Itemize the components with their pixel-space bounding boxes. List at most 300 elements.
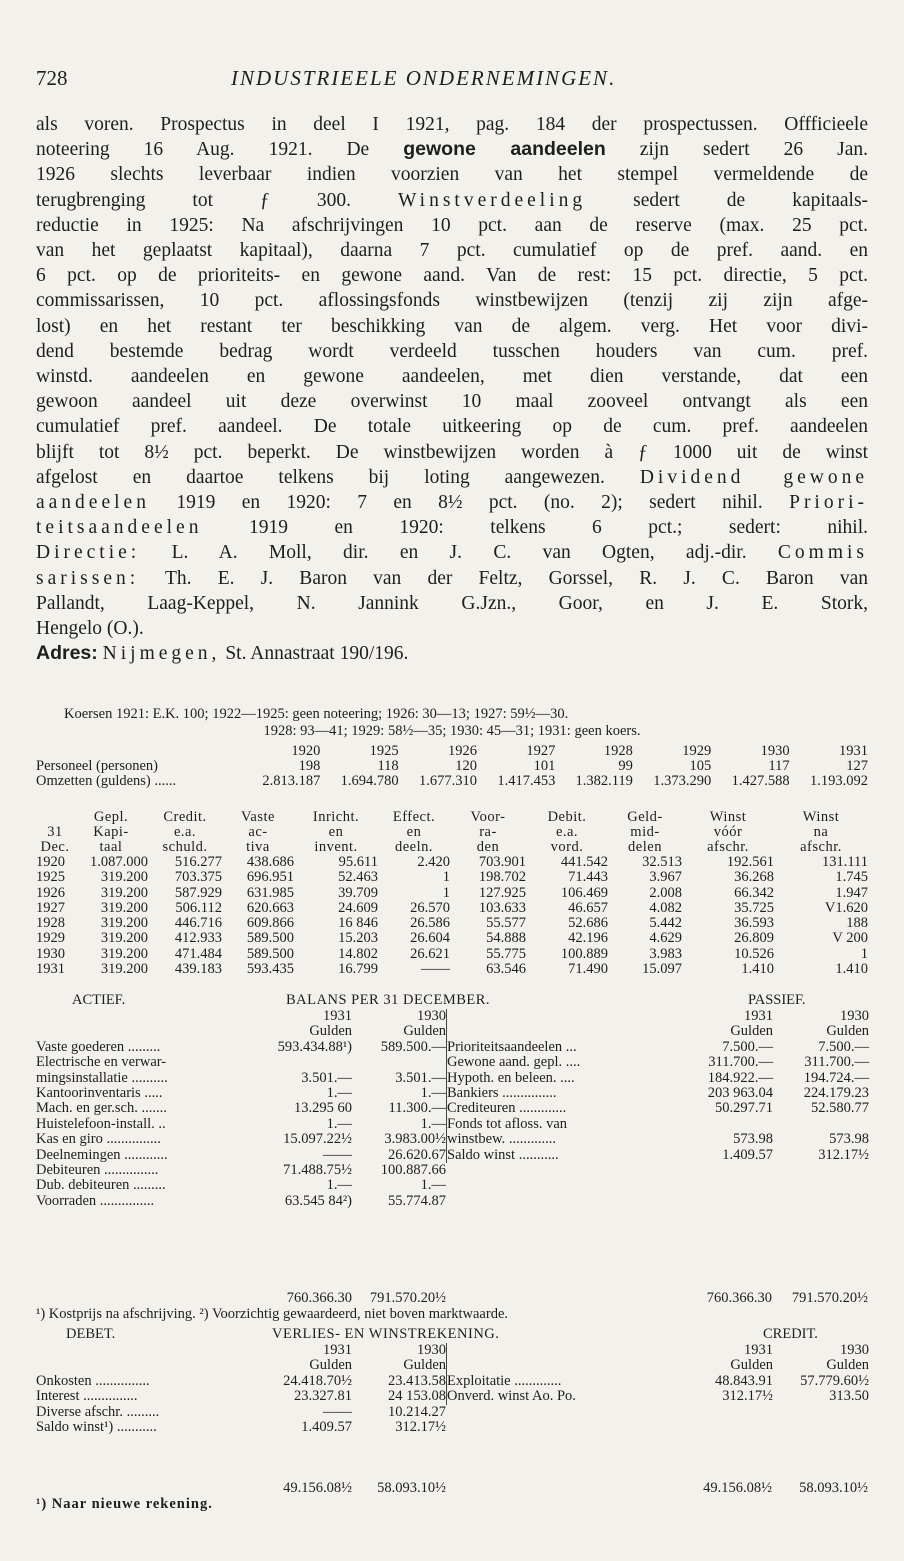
value-cell: 3.983 xyxy=(649,945,682,962)
column-header: na xyxy=(813,824,829,840)
value-cell: 26.570 xyxy=(410,899,450,916)
ledger-value: 23.327.81 xyxy=(294,1388,352,1405)
ledger-label: Saldo winst ........... xyxy=(447,1146,559,1163)
table-row xyxy=(36,855,868,870)
facts-year: 1929 xyxy=(682,743,712,759)
ledger-value: 312.17½ xyxy=(395,1419,446,1436)
value-cell: 1 xyxy=(442,869,450,886)
header-row xyxy=(36,825,868,840)
header-row xyxy=(36,840,868,855)
ledger-value: 63.545 84²) xyxy=(284,1192,352,1209)
column-header xyxy=(36,810,74,825)
value-cell: 39.709 xyxy=(338,884,378,901)
text-line: noteering 16 Aug. 1921. De gewone aandeelen zijn sedert 26 Jan. xyxy=(36,138,869,161)
value-cell: 1.745 xyxy=(835,869,868,886)
cell: 1.373.290 xyxy=(653,773,712,789)
cell: 1.193.092 xyxy=(810,773,868,789)
section-label-directie: Directie: xyxy=(36,542,141,564)
value-cell: 319.200 xyxy=(100,945,148,962)
ledger-value: 589.500.— xyxy=(380,1038,446,1055)
value-cell: 319.200 xyxy=(100,961,148,978)
value-cell: 35.725 xyxy=(734,899,774,916)
text-line: commissarissen, 10 pct. aflossingsfonds winstbewijzen (tenzij zij zijn afge- xyxy=(36,290,868,312)
year-label: 1930 xyxy=(840,1008,869,1024)
text-line: Directie: L. A. Moll, dir. en J. C. van Ogten, adj.-dir. Commis xyxy=(36,542,869,564)
column-header: taal xyxy=(99,839,123,855)
value-cell: 26.809 xyxy=(734,930,774,947)
year-label: 1931 xyxy=(744,1342,773,1358)
ledger-value: 7.500.— xyxy=(818,1038,869,1055)
value-cell: 471.484 xyxy=(174,945,222,962)
value-cell: 589.500 xyxy=(246,930,294,947)
column-header: vord. xyxy=(550,839,584,855)
facts-year-row xyxy=(36,744,868,759)
ledger-row xyxy=(447,1055,869,1070)
table-row xyxy=(36,901,868,916)
facts-year: 1920 xyxy=(291,743,321,759)
column-header: Kapi- xyxy=(93,824,129,840)
credit-rows xyxy=(447,1374,869,1405)
ledger-label: Onverd. winst Ao. Po. xyxy=(447,1388,576,1405)
ledger-value: 313.50 xyxy=(829,1388,869,1405)
value-cell: 319.200 xyxy=(100,869,148,886)
column-header: en xyxy=(328,824,344,840)
ledger-value: —— xyxy=(323,1403,352,1420)
ledger-value: 224.179.23 xyxy=(803,1085,869,1102)
ledger-value: 48.843.91 xyxy=(715,1372,773,1389)
ledger-label: winstbew. ............. xyxy=(447,1131,557,1148)
column-header: ac- xyxy=(248,824,268,840)
facts-omzetten-row xyxy=(36,774,868,789)
column-header: Geld- xyxy=(627,809,663,825)
ledger-value: 1.— xyxy=(326,1085,352,1102)
year-cell: 1927 xyxy=(36,899,65,916)
table-row xyxy=(36,916,868,931)
row-label: Omzetten (guldens) ...... xyxy=(36,773,177,789)
debet-title: DEBET. xyxy=(66,1326,116,1342)
value-cell: 54.888 xyxy=(486,930,526,947)
year-cell: 1925 xyxy=(36,869,65,886)
year-cell: 1929 xyxy=(36,930,65,947)
ledger-row xyxy=(447,1117,869,1132)
value-cell: 14.802 xyxy=(338,945,378,962)
text-line: cumulatief pref. aandeel. De totale uitkeering op de cum. pref. aandeelen xyxy=(36,416,868,438)
ledger-value: 71.488.75½ xyxy=(283,1162,352,1179)
value-cell: 703.375 xyxy=(174,869,222,886)
actief-title: ACTIEF. xyxy=(72,992,126,1008)
column-header: afschr. xyxy=(800,839,842,855)
value-cell: 319.200 xyxy=(100,899,148,916)
facts-year: 1926 xyxy=(447,743,477,759)
text-line: Hengelo (O.). xyxy=(36,618,144,640)
credit-title: CREDIT. xyxy=(763,1326,818,1342)
column-header: Credit. xyxy=(163,809,207,825)
ledger-row xyxy=(36,1101,446,1116)
column-header: schuld. xyxy=(162,839,208,855)
value-cell: 3.967 xyxy=(649,869,682,886)
koersen-line-2: 1928: 93—41; 1929: 58½—35; 1930: 45—31; 1931: geen koers. xyxy=(263,722,641,739)
ledger-label: Deelnemingen ............ xyxy=(36,1146,168,1163)
value-cell: 103.633 xyxy=(478,899,526,916)
ledger-label: Gewone aand. gepl. .... xyxy=(447,1054,581,1071)
value-cell: V 200 xyxy=(832,930,868,947)
passief-title: PASSIEF. xyxy=(748,992,806,1008)
column-header: Winst xyxy=(709,809,747,825)
ledger-label: Electrische en verwar- xyxy=(36,1054,167,1071)
total-cell: 791.570.20½ xyxy=(791,1290,868,1306)
ledger-value xyxy=(352,1055,446,1070)
column-header: Winst xyxy=(802,809,840,825)
credit-column xyxy=(446,1343,869,1405)
ledger-label: Bankiers ............... xyxy=(447,1085,557,1102)
text-line: aandeelen 1919 en 1920: 7 en 8½ pct. (no. 2); sedert nihil. Priori- xyxy=(36,492,869,514)
text-line: gewoon aandeel uit deze overwinst 10 maal zooveel ontvangt als een xyxy=(36,391,868,413)
ledger-value: 24.418.70½ xyxy=(283,1372,352,1389)
ledger-label: Voorraden ............... xyxy=(36,1192,155,1209)
column-header: e.a. xyxy=(173,824,197,840)
ledger-row xyxy=(447,1148,869,1163)
value-cell: 66.342 xyxy=(734,884,774,901)
wv-title-row xyxy=(36,1326,868,1343)
value-cell: 1.947 xyxy=(835,884,868,901)
value-cell: 198.702 xyxy=(478,869,526,886)
value-cell: 2.008 xyxy=(649,884,682,901)
value-cell: 438.686 xyxy=(246,854,294,870)
ledger-value xyxy=(773,1117,869,1132)
column-header: Voor- xyxy=(470,809,506,825)
wv-footnote: ¹) Naar nieuwe rekening. xyxy=(36,1496,213,1512)
financial-history-table xyxy=(36,810,868,977)
column-header: Vaste xyxy=(241,809,275,825)
value-cell: V1.620 xyxy=(824,899,868,916)
table-row xyxy=(36,931,868,946)
column-header: Gepl. xyxy=(93,809,129,825)
address-street: St. Annastraat 190/196. xyxy=(225,643,409,665)
text-line: winstd. aandeelen en gewone aandeelen, met dien verstande, dat een xyxy=(36,366,868,388)
ledger-value: 311.700.— xyxy=(708,1054,773,1071)
value-cell: 26.586 xyxy=(410,915,450,932)
value-cell: 506.112 xyxy=(175,899,222,916)
column-header: Dec. xyxy=(40,839,70,855)
value-cell: 16 846 xyxy=(338,915,378,932)
ledger-label: Kantoorinventaris ..... xyxy=(36,1085,163,1102)
value-cell: 412.933 xyxy=(174,930,222,947)
ledger-value: 311.700.— xyxy=(804,1054,869,1071)
value-cell: 127.925 xyxy=(478,884,526,901)
total-cell: 58.093.10½ xyxy=(799,1480,868,1496)
passief-rows xyxy=(447,1040,869,1163)
ledger-value: 1.— xyxy=(420,1085,446,1102)
cell: 120 xyxy=(455,758,477,774)
value-cell: 71.443 xyxy=(568,869,608,886)
column-header: invent. xyxy=(314,839,358,855)
column-header: vóór xyxy=(713,824,743,840)
ledger-label: Diverse afschr. ......... xyxy=(36,1403,160,1420)
text-line: sarissen: Th. E. J. Baron van der Feltz, Gorssel, R. J. C. Baron van xyxy=(36,567,868,589)
value-cell: 55.577 xyxy=(486,915,526,932)
unit-label: Gulden xyxy=(826,1357,869,1374)
value-cell: 55.775 xyxy=(486,945,526,962)
text-line: 6 pct. op de prioriteits- en gewone aand. Van de rest: 15 pct. directie, 5 pct. xyxy=(36,265,868,287)
ledger-row xyxy=(36,1148,446,1163)
column-header: en xyxy=(406,824,422,840)
unit-label: Gulden xyxy=(403,1023,446,1040)
value-cell: 52.686 xyxy=(568,915,608,932)
ledger-value: 1.409.57 xyxy=(722,1146,773,1163)
section-label-gewone-aandeelen: gewone aandeelen xyxy=(403,138,606,161)
value-cell: 593.435 xyxy=(246,961,294,978)
ledger-value: 11.300.— xyxy=(388,1100,446,1117)
ledger-value: 203 963.04 xyxy=(707,1085,773,1102)
section-label-teitsaandeelen: teitsaandeelen xyxy=(36,517,203,539)
cell: 1.427.588 xyxy=(731,773,790,789)
section-label-commis: Commis xyxy=(777,542,869,564)
value-cell: 16.799 xyxy=(338,961,378,978)
page-number: 728 xyxy=(36,66,68,90)
unit-label: Gulden xyxy=(403,1357,446,1374)
ledger-row xyxy=(447,1101,869,1116)
ledger-label: Mach. en ger.sch. ....... xyxy=(36,1100,167,1117)
section-label-adres: Adres: xyxy=(36,642,98,665)
value-cell: 100.889 xyxy=(560,945,608,962)
ledger-label: mingsinstallatie .......... xyxy=(36,1069,168,1086)
ledger-value: 3.501.— xyxy=(301,1069,352,1086)
ledger-value: 10.214.27 xyxy=(388,1403,446,1420)
column-header: afschr. xyxy=(707,839,749,855)
ledger-value: 52.580.77 xyxy=(811,1100,869,1117)
year-label: 1931 xyxy=(323,1342,352,1358)
total-cell: 49.156.08½ xyxy=(283,1480,352,1496)
year-label: 1931 xyxy=(323,1008,352,1024)
section-label-winstverdeeling: Winstverdeeling xyxy=(398,189,587,211)
value-cell: 15.203 xyxy=(338,930,378,947)
ledger-value: 1.— xyxy=(326,1177,352,1194)
unit-label: Gulden xyxy=(309,1357,352,1374)
ledger-row xyxy=(36,1086,446,1101)
value-cell: 319.200 xyxy=(100,884,148,901)
balance-title-row xyxy=(36,992,868,1009)
ledger-value: 573.98 xyxy=(829,1131,869,1148)
text-line: als voren. Prospectus in deel I 1921, pag. 184 der prospectussen. Offficieele xyxy=(36,114,868,135)
value-cell: 1.410 xyxy=(835,961,868,978)
ledger-row xyxy=(36,1405,446,1420)
year-cell: 1930 xyxy=(36,945,65,962)
cell: 105 xyxy=(689,758,712,774)
ledger-label: Dub. debiteuren ......... xyxy=(36,1177,166,1194)
year-label: 1930 xyxy=(417,1342,446,1358)
cell: 101 xyxy=(533,758,556,774)
ledger-value xyxy=(681,1117,773,1132)
cell: 1.694.780 xyxy=(340,773,399,789)
value-cell: 63.546 xyxy=(486,961,526,978)
ledger-row xyxy=(36,1420,446,1435)
passief-column xyxy=(446,1009,869,1163)
ledger-value: 100.887.66 xyxy=(380,1162,446,1179)
ledger-value: 312.17½ xyxy=(818,1146,869,1163)
value-cell: 2.420 xyxy=(417,854,450,870)
ledger-label: Crediteuren ............. xyxy=(447,1100,567,1117)
debet-column xyxy=(36,1343,446,1435)
ledger-value: 1.— xyxy=(420,1177,446,1194)
value-cell: 71.490 xyxy=(568,961,608,978)
table-body xyxy=(36,855,868,977)
balance-title: BALANS PER 31 DECEMBER. xyxy=(286,992,491,1008)
year-cell: 1920 xyxy=(36,854,65,870)
cell: 2.813.187 xyxy=(262,773,321,789)
ledger-row xyxy=(447,1374,869,1389)
address-line xyxy=(36,641,868,666)
unit-label: Gulden xyxy=(730,1023,773,1040)
facts-year: 1925 xyxy=(369,743,399,759)
ledger-value: 593.434.88¹) xyxy=(277,1038,352,1055)
value-cell: 516.277 xyxy=(174,854,222,870)
value-cell: 319.200 xyxy=(100,930,148,947)
ledger-value: —— xyxy=(323,1146,352,1163)
section-label-prioriteits: Priori- xyxy=(789,492,869,514)
facts-table xyxy=(36,744,868,789)
column-header: 31 xyxy=(47,824,63,840)
value-cell: 319.200 xyxy=(100,915,148,932)
ledger-value: 3.983.00½ xyxy=(384,1131,446,1148)
ledger-label: Saldo winst¹) ........... xyxy=(36,1419,157,1436)
ledger-row xyxy=(447,1071,869,1086)
text-line: dend bestemde bedrag wordt verdeeld tusschen houders van cum. pref. xyxy=(36,340,868,362)
ledger-value xyxy=(260,1055,352,1070)
cell: 99 xyxy=(618,758,633,774)
ledger-value: 184.922.— xyxy=(707,1069,773,1086)
section-label-sarissen: sarissen: xyxy=(36,567,140,589)
text-line: lost) en het restant ter beschikking van de algem. verg. Het voor divi- xyxy=(36,315,868,337)
running-title: INDUSTRIEELE ONDERNEMINGEN. xyxy=(231,66,617,90)
value-cell: 620.663 xyxy=(246,899,294,916)
value-cell: 42.196 xyxy=(568,930,608,947)
ledger-value: 573.98 xyxy=(733,1131,773,1148)
year-cell: 1926 xyxy=(36,884,65,901)
ledger-label: Fonds tot afloss. van xyxy=(447,1115,568,1132)
value-cell: 188 xyxy=(846,915,868,932)
text-line: 1926 slechts leverbaar indien voorzien van het stempel vermeldende de xyxy=(36,164,868,186)
ledger-row xyxy=(36,1132,446,1147)
table-row xyxy=(36,947,868,962)
ledger-row xyxy=(36,1040,446,1055)
ledger-row xyxy=(36,1055,446,1070)
ledger-row xyxy=(36,1178,446,1193)
text-line: reductie in 1925: Na afschrijvingen 10 pct. aan de reserve (max. 25 pct. xyxy=(36,214,868,236)
total-cell: 760.366.30 xyxy=(706,1290,772,1306)
section-label-aandeelen: aandeelen xyxy=(36,492,150,514)
value-cell: 26.604 xyxy=(410,930,450,947)
facts-year: 1928 xyxy=(603,743,633,759)
table-row xyxy=(36,870,868,885)
ledger-row xyxy=(36,1071,446,1086)
value-cell: 441.542 xyxy=(560,854,608,870)
debet-rows xyxy=(36,1374,446,1436)
cell: 127 xyxy=(846,758,868,774)
value-cell: 131.111 xyxy=(821,854,868,870)
ledger-value: 57.779.60½ xyxy=(800,1372,869,1389)
ledger-label: Huistelefoon-install. .. xyxy=(36,1115,166,1132)
column-header: e.a. xyxy=(555,824,579,840)
value-cell: 587.929 xyxy=(174,884,222,901)
page-header xyxy=(36,66,868,92)
value-cell: 10.526 xyxy=(734,945,774,962)
ledger-row xyxy=(36,1194,446,1209)
cell: 118 xyxy=(377,758,399,774)
column-header: mid- xyxy=(630,824,660,840)
ledger-row xyxy=(36,1117,446,1132)
facts-year: 1927 xyxy=(526,743,556,759)
cell: 1.677.310 xyxy=(418,773,477,789)
value-cell: 589.500 xyxy=(246,945,294,962)
value-cell: 95.611 xyxy=(338,854,378,870)
ledger-value: 1.— xyxy=(420,1115,446,1132)
profit-loss-account xyxy=(36,1326,868,1446)
value-cell: 1 xyxy=(442,884,450,901)
ledger-value: 1.— xyxy=(326,1115,352,1132)
value-cell: 5.442 xyxy=(649,915,682,932)
ledger-value: 194.724.— xyxy=(803,1069,869,1086)
total-cell: 49.156.08½ xyxy=(703,1480,772,1496)
ledger-value: 24 153.08 xyxy=(388,1388,446,1405)
value-cell: 1.087.000 xyxy=(90,854,148,870)
ledger-row xyxy=(36,1374,446,1389)
cell: 198 xyxy=(298,758,321,774)
ledger-value: 1.409.57 xyxy=(301,1419,352,1436)
ledger-label: Interest ............... xyxy=(36,1388,138,1405)
table-row xyxy=(36,962,868,977)
company-description xyxy=(36,112,868,666)
table-header xyxy=(36,810,868,855)
ledger-label: Prioriteitsaandeelen ... xyxy=(447,1038,577,1055)
ledger-row xyxy=(447,1132,869,1147)
table-row xyxy=(36,886,868,901)
value-cell: 36.268 xyxy=(734,869,774,886)
ledger-label: Kas en giro ............... xyxy=(36,1131,161,1148)
ledger-value: 312.17½ xyxy=(722,1388,773,1405)
text-line: van het geplaatst kapitaal), daarna 7 pct. cumulatief op de pref. aand. en xyxy=(36,240,868,262)
year-label: 1931 xyxy=(744,1008,773,1024)
value-cell: 46.657 xyxy=(568,899,608,916)
value-cell: 1 xyxy=(860,945,868,962)
value-cell: 609.866 xyxy=(246,915,294,932)
cell: 1.417.453 xyxy=(497,773,556,789)
ledger-value: 15.097.22½ xyxy=(283,1131,352,1148)
ledger-value: 3.501.— xyxy=(395,1069,446,1086)
koersen-block xyxy=(36,706,868,739)
year-label: 1930 xyxy=(417,1008,446,1024)
column-header: delen xyxy=(628,839,662,855)
value-cell: 36.593 xyxy=(734,915,774,932)
value-cell: 439.183 xyxy=(174,961,222,978)
wv-title: VERLIES- EN WINSTREKENING. xyxy=(272,1326,500,1342)
ledger-label: Debiteuren ............... xyxy=(36,1162,159,1179)
column-header: tiva xyxy=(246,839,270,855)
year-cell: 1928 xyxy=(36,915,65,932)
column-header: den xyxy=(476,839,500,855)
ledger-value: 26.620.67 xyxy=(388,1146,446,1163)
ledger-row xyxy=(36,1163,446,1178)
value-cell: 32.513 xyxy=(642,854,682,870)
section-label-dividend: Dividend gewone xyxy=(639,466,869,488)
ledger-label: Exploitatie ............. xyxy=(447,1372,562,1389)
value-cell: 703.901 xyxy=(478,854,526,870)
actief-column xyxy=(36,1009,446,1209)
koersen-line-1: Koersen 1921: E.K. 100; 1922—1925: geen noteering; 1926: 30—13; 1927: 59½—30. xyxy=(64,706,569,722)
unit-label: Gulden xyxy=(309,1023,352,1040)
year-cell: 1931 xyxy=(36,961,65,978)
row-label: Personeel (personen) xyxy=(36,758,158,774)
ledger-label: Hypoth. en beleen. .... xyxy=(447,1069,575,1086)
